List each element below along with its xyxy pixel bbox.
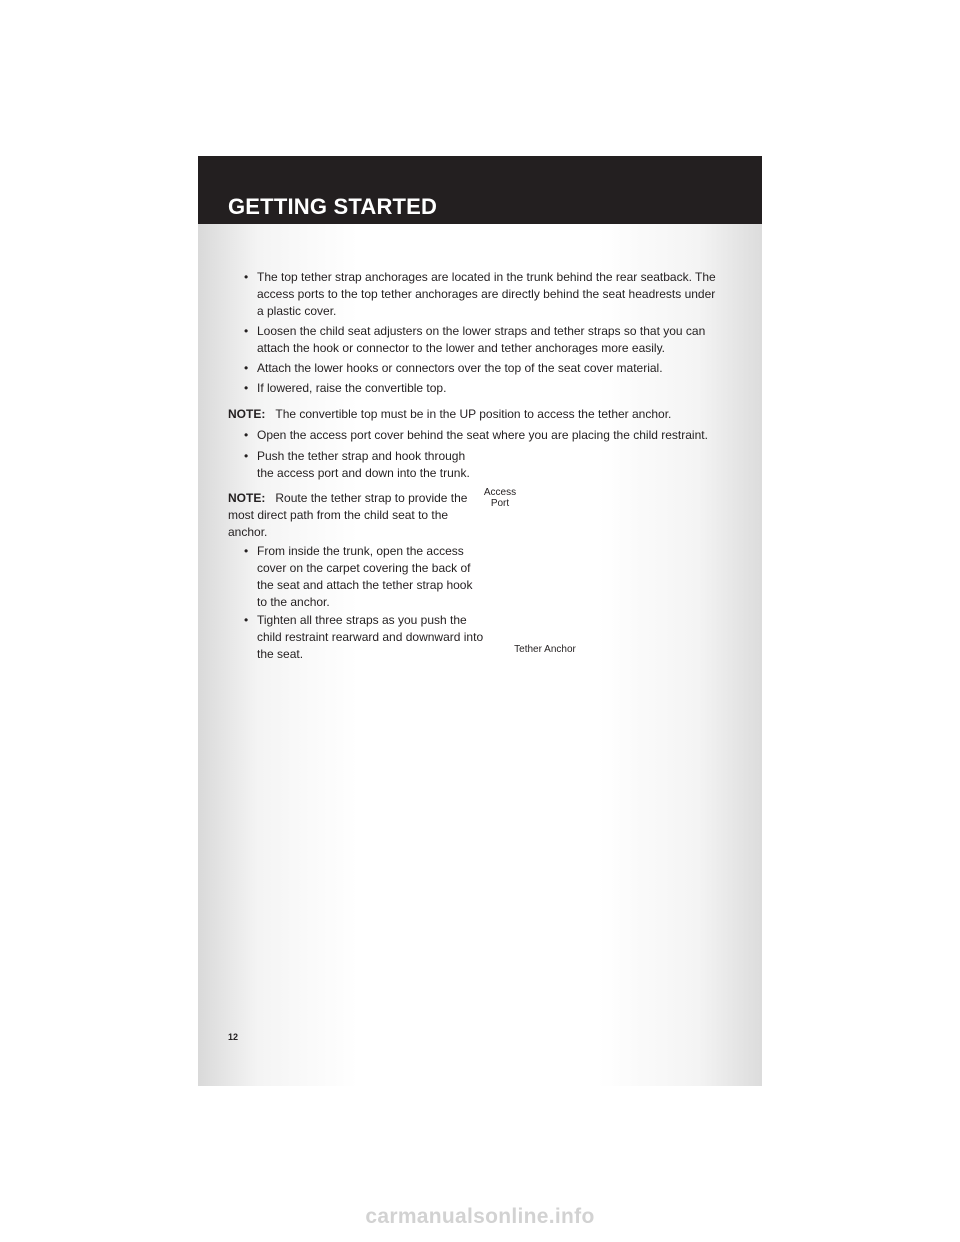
bullet-item: • The top tether strap anchorages are located in the trunk behind the rear seatback. The access ports to the top tether anchorages are directly behind the seat headrests under a plastic cover.: [244, 269, 719, 320]
page-number: 12: [228, 1032, 239, 1042]
section-header: [198, 156, 762, 224]
bullet-item: • From inside the trunk, open the access cover on the carpet covering the back of the seat and attach the tether strap hook to the anchor.: [244, 543, 485, 611]
figure-label-access: Access: [483, 487, 517, 498]
figure-label-port: Port: [490, 498, 510, 509]
note: [228, 406, 738, 423]
note-label: NOTE:: [228, 491, 266, 505]
note-text: The convertible top must be in the UP position to access the tether anchor.: [275, 407, 672, 421]
manual-page: [198, 156, 762, 1086]
figure-label-tether-anchor: Tether Anchor: [514, 644, 576, 655]
section-title: GETTING STARTED: [228, 194, 438, 219]
note-label: NOTE:: [228, 407, 266, 421]
watermark-text: carmanualsonline.info: [365, 1205, 595, 1228]
bullet-item: • Open the access port cover behind the seat where you are placing the child restraint.: [244, 427, 757, 444]
note: [228, 490, 468, 541]
bullet-item: • Tighten all three straps as you push the child restraint rearward and downward into the seat.: [244, 612, 485, 663]
bullet-item: • Push the tether strap and hook through the access port and down into the trunk.: [244, 448, 483, 482]
note-text: Route the tether strap to provide the most direct path from the child seat to the anchor.: [228, 491, 468, 539]
bullet-item: • Attach the lower hooks or connectors over the top of the seat cover material.: [244, 360, 737, 377]
bullet-item: • Loosen the child seat adjusters on the lower straps and tether straps so that you can attach the hook or connector to the lower and tether anchorages more easily.: [244, 323, 707, 357]
bullet-item: • If lowered, raise the convertible top.: [244, 380, 737, 397]
